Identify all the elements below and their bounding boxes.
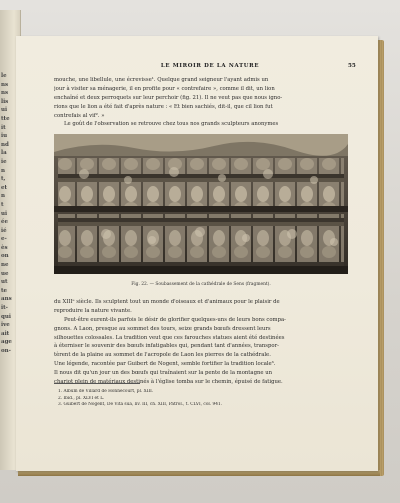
left-page-fragment: on [1, 253, 9, 260]
left-page-fragment: on- [1, 348, 11, 354]
text-line: silhouettes colossales. La tradition veut que ces farouches statues aient été destinées [54, 334, 285, 341]
text-line: Le goût de l'observation se retrouve chez tous nos grands sculpteurs anonymes [64, 121, 279, 128]
text-line: gnons. A Laon, presque au sommet des tours, seize grands bœufs dressent leurs [54, 325, 271, 332]
relief-illustration [54, 134, 348, 274]
footnote: 3. Guibert de Nogent, De Vita sua, liv. III, ch. XIII, Patrol., t. CLVI, col. 941. [58, 402, 223, 408]
left-page-fragment: ît- [1, 305, 8, 312]
text-line: Une légende, racontée par Guibert de Nogent, semble fortifier la tradition locale³. [54, 361, 276, 368]
footnotes [58, 389, 348, 409]
left-page-fragment: qui [1, 313, 11, 320]
text-line: contrefais al vif². » [54, 112, 105, 119]
left-page-fragment: n [1, 193, 5, 200]
header-title: LE MIROIR DE LA NATURE [160, 63, 260, 69]
text-line: à éterniser le souvenir des bœufs infatigables qui, pendant tant d'années, transpor- [54, 343, 279, 350]
left-page-fragment: tte [1, 115, 10, 122]
text-line: tèrent de la plaine au sommet de l'acropole de Laon les pierres de la cathédrale. [54, 352, 271, 359]
left-page-fragment: ée [1, 219, 8, 226]
left-page-fragment: n [1, 167, 5, 174]
left-page-fragment: la [1, 150, 7, 157]
left-page-fragment: e- [1, 236, 7, 243]
body-text-bottom [54, 298, 348, 387]
cathedral-relief-photo [54, 134, 348, 274]
text-line: jour à visiter sa ménagerie, il en profite pour « contrefaire », comme il dit, un lion [54, 85, 275, 92]
left-page-fragment: ns [1, 90, 9, 97]
left-page-fragment: ans [1, 296, 12, 303]
left-page-fragment: t, [1, 176, 6, 183]
left-page-fragment: ie [1, 158, 7, 165]
text-line: chariot plein de matériaux destinés à l'église tomba sur le chemin, épuisé de fatigue. [54, 379, 283, 386]
body-text-top [54, 76, 348, 129]
left-page-fragment: ns [1, 81, 9, 88]
text-line: Il nous dit qu'un jour un des bœufs qui traînaient sur la pente de la montagne un [54, 370, 273, 377]
footnote: 2. Ibid., pl. XLVI et L. [58, 395, 105, 401]
left-page-fragment: ès [1, 244, 8, 251]
left-page-fragment: ue [1, 270, 9, 277]
figure-caption: Fig. 22. — Soubassement de la cathédrale de Sens (fragment). [131, 282, 271, 287]
left-page-fragment: et [1, 184, 8, 191]
text-line: enchaîné et deux perroquets sur leur perchoir (fig. 21). Il ne veut pas que nous igno- [54, 94, 283, 101]
left-page-fragment: nd [1, 141, 9, 148]
left-page-text-fragments [1, 72, 15, 356]
left-page-fragment: ui [1, 210, 8, 217]
left-page-fragment: it [1, 124, 6, 131]
left-page-fragment: lis [1, 98, 9, 105]
left-page-fragment: le [1, 73, 7, 79]
left-page-fragment: te [1, 287, 8, 294]
footnote-rule [54, 383, 140, 384]
text-line: Peut-être eurent-ils parfois le désir de glorifier quelques-uns de leurs bons compa- [64, 316, 286, 323]
left-page-fragment: age [1, 339, 12, 346]
left-page-fragment: ui [1, 107, 8, 114]
text-line: mouche, une libellule, une écrevisse¹. Quelque grand seigneur l'ayant admis un [54, 77, 269, 83]
left-page-fragment: iu [1, 133, 8, 140]
footnote: 1. Album de Villard de Honnecourt, pl. XIII. [58, 389, 154, 394]
left-page-fragment: ne [1, 262, 9, 269]
text-line: reproduire la nature vivante. [54, 307, 132, 314]
left-page-fragment: t [1, 201, 4, 208]
text-line: du XIIIᵉ siècle. Ils sculptent tout un monde d'oiseaux et d'animaux pour le plaisir de [54, 299, 280, 305]
page-number: 55 [348, 63, 356, 69]
text-line: rions que le lion a été fait d'après nature : « Et bien sachiés, dit-il, que cil lion fut [54, 103, 273, 110]
left-page-fragment: ut [1, 279, 8, 286]
left-page-fragment: ive [1, 322, 10, 329]
left-page-fragment: ait [1, 330, 10, 337]
left-page-fragment: ié [1, 227, 7, 234]
